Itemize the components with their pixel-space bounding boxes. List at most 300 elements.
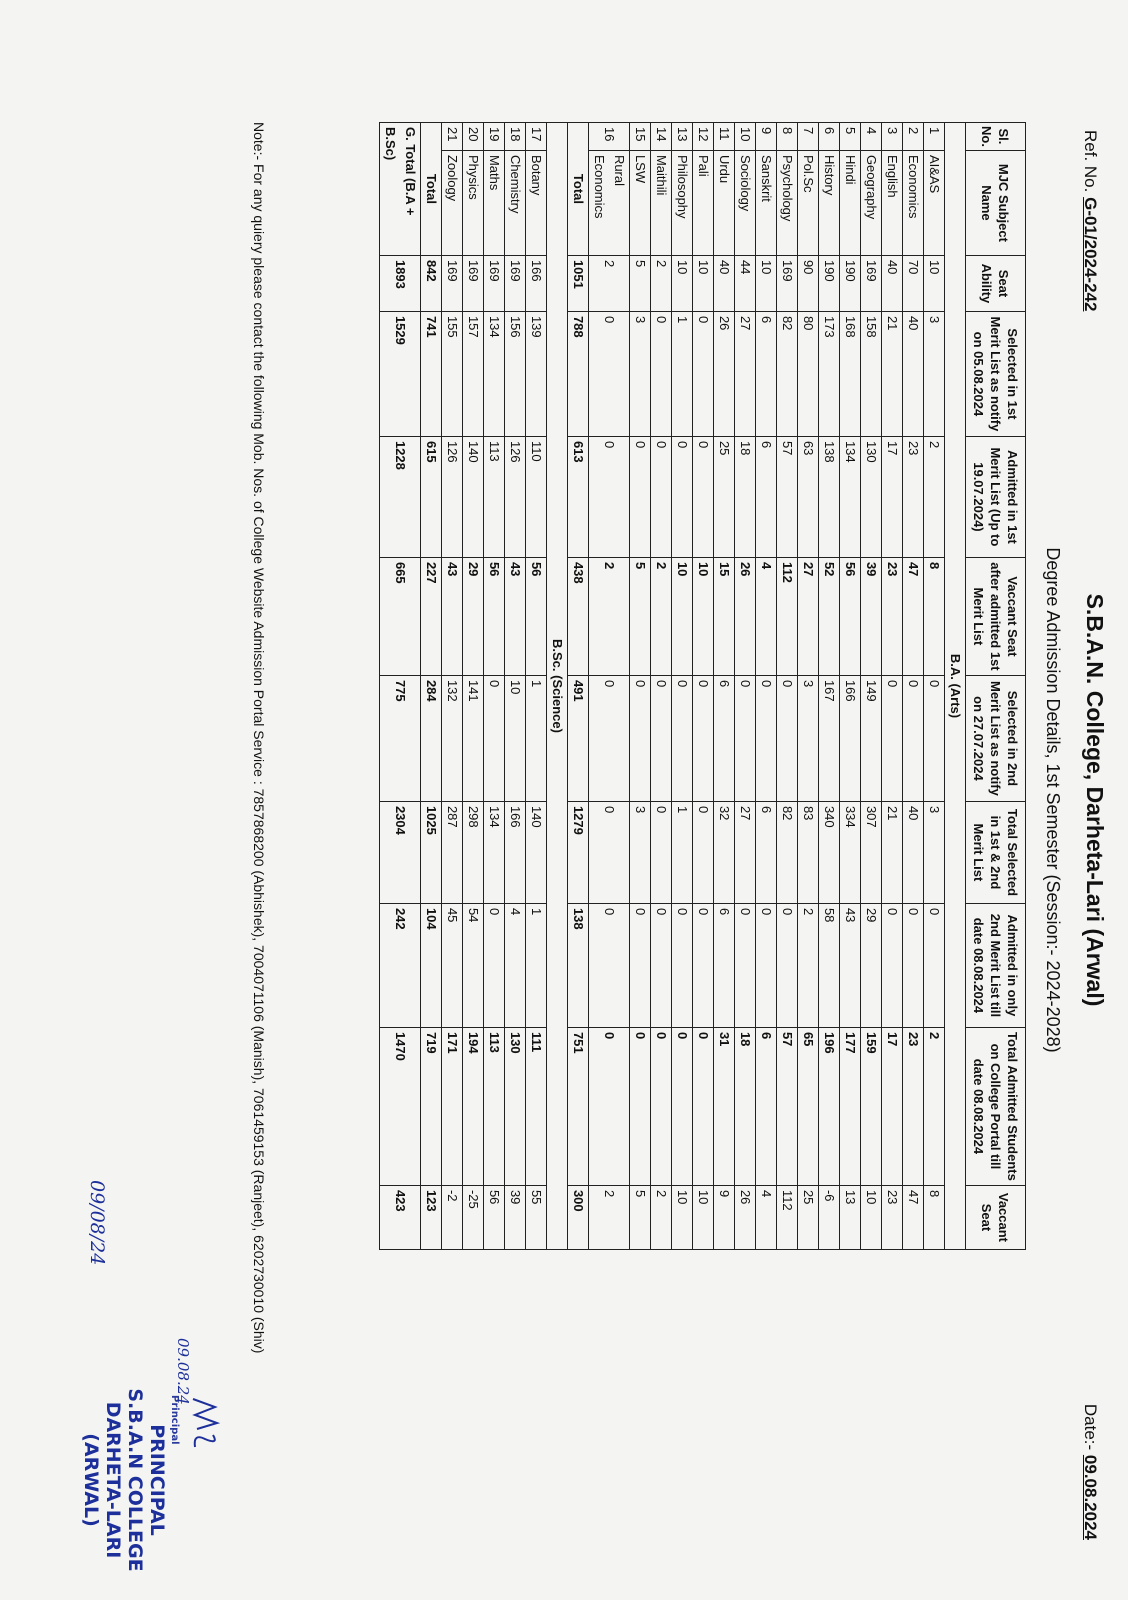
- total-label: Total: [568, 123, 589, 256]
- cell-adm2: 0: [903, 903, 924, 1027]
- cell-seat: 5: [630, 255, 651, 311]
- cell-subject: Pol.Sc: [798, 150, 819, 255]
- cell-adm1: 0: [693, 436, 714, 557]
- cell-subject: Zoology: [442, 150, 463, 255]
- cell-sel1: 168: [840, 311, 861, 436]
- total-sel1: 741: [421, 311, 442, 436]
- cell-sl: 14: [651, 123, 672, 151]
- cell-seat: 44: [735, 255, 756, 311]
- cell-sel2: 149: [861, 675, 882, 801]
- cell-adm2: 45: [442, 903, 463, 1027]
- cell-vac1: 39: [861, 557, 882, 675]
- cell-sel2: 0: [882, 675, 903, 801]
- cell-vacant: 39: [505, 1185, 526, 1249]
- cell-sl: 19: [484, 123, 505, 151]
- signature-date-2: 09/08/24: [86, 1180, 108, 1266]
- cell-tot_adm: 171: [442, 1027, 463, 1185]
- total-tot_adm: 719: [421, 1027, 442, 1185]
- cell-seat: 10: [924, 255, 945, 311]
- cell-tot_adm: 0: [651, 1027, 672, 1185]
- table-row: [756, 123, 777, 1250]
- cell-seat: 169: [777, 255, 798, 311]
- cell-vacant: 10: [693, 1185, 714, 1249]
- table-row: [442, 123, 463, 1250]
- cell-seat: 169: [442, 255, 463, 311]
- cell-seat: 169: [505, 255, 526, 311]
- cell-vacant: 2: [589, 1185, 630, 1249]
- cell-sel1: 82: [777, 311, 798, 436]
- cell-adm2: 0: [693, 903, 714, 1027]
- cell-tot_adm: 0: [630, 1027, 651, 1185]
- cell-adm2: 4: [505, 903, 526, 1027]
- table-row: [924, 123, 945, 1250]
- total-adm2: 242: [380, 903, 421, 1027]
- cell-sel2: 3: [798, 675, 819, 801]
- cell-tot_sel: 6: [756, 801, 777, 903]
- cell-adm1: 2: [924, 436, 945, 557]
- cell-vacant: 10: [672, 1185, 693, 1249]
- total-row: [568, 123, 589, 1250]
- total-vacant: 123: [421, 1185, 442, 1249]
- cell-tot_adm: 111: [526, 1027, 547, 1185]
- cell-tot_adm: 31: [714, 1027, 735, 1185]
- cell-vac1: 112: [777, 557, 798, 675]
- cell-sel2: 0: [735, 675, 756, 801]
- cell-tot_sel: 140: [526, 801, 547, 903]
- cell-tot_adm: 196: [819, 1027, 840, 1185]
- cell-seat: 10: [693, 255, 714, 311]
- cell-vacant: 47: [903, 1185, 924, 1249]
- stamp-line1: PRINCIPAL: [146, 1424, 168, 1536]
- cell-seat: 10: [672, 255, 693, 311]
- total-sel2: 284: [421, 675, 442, 801]
- cell-tot_sel: 0: [693, 801, 714, 903]
- cell-sl: 21: [442, 123, 463, 151]
- college-name: S.B.A.N. College, Darheta-Lari (Arwal): [1082, 593, 1108, 1007]
- date-label: Date:-: [1081, 1403, 1100, 1451]
- table-row: [651, 123, 672, 1250]
- cell-vacant: 10: [861, 1185, 882, 1249]
- cell-tot_sel: 0: [651, 801, 672, 903]
- cell-sel1: 157: [463, 311, 484, 436]
- section-label: B.A. (Arts): [945, 123, 966, 1250]
- total-adm2: 104: [421, 903, 442, 1027]
- cell-tot_sel: 166: [505, 801, 526, 903]
- cell-vacant: 5: [630, 1185, 651, 1249]
- cell-adm2: 6: [714, 903, 735, 1027]
- col-vac1: Vaccant Seat after admitted 1st Merit List: [966, 557, 1026, 675]
- cell-sl: 3: [882, 123, 903, 151]
- cell-adm2: 0: [589, 903, 630, 1027]
- cell-seat: 70: [903, 255, 924, 311]
- cell-subject: History: [819, 150, 840, 255]
- table-row: [882, 123, 903, 1250]
- grand-total-row: [380, 123, 421, 1250]
- cell-subject: Urdu: [714, 150, 735, 255]
- cell-sel1: 21: [882, 311, 903, 436]
- cell-adm1: 126: [505, 436, 526, 557]
- cell-vacant: 2: [651, 1185, 672, 1249]
- cell-seat: 169: [861, 255, 882, 311]
- total-seat: 1893: [380, 255, 421, 311]
- cell-adm2: 0: [924, 903, 945, 1027]
- cell-tot_sel: 307: [861, 801, 882, 903]
- cell-sel1: 80: [798, 311, 819, 436]
- cell-sel2: 166: [840, 675, 861, 801]
- stamp-principal-small: Principal: [169, 1395, 180, 1445]
- table-row: [505, 123, 526, 1250]
- cell-tot_adm: 0: [693, 1027, 714, 1185]
- cell-seat: 190: [819, 255, 840, 311]
- cell-sel2: 0: [651, 675, 672, 801]
- cell-vacant: -2: [442, 1185, 463, 1249]
- cell-vac1: 27: [798, 557, 819, 675]
- cell-vac1: 26: [735, 557, 756, 675]
- cell-subject: Physics: [463, 150, 484, 255]
- cell-adm2: 0: [484, 903, 505, 1027]
- cell-adm2: 0: [672, 903, 693, 1027]
- total-vac1: 227: [421, 557, 442, 675]
- cell-tot_adm: 194: [463, 1027, 484, 1185]
- cell-vac1: 56: [484, 557, 505, 675]
- principal-stamp: [80, 1360, 168, 1600]
- cell-sel1: 1: [672, 311, 693, 436]
- cell-seat: 166: [526, 255, 547, 311]
- table-row: [840, 123, 861, 1250]
- cell-sl: 20: [463, 123, 484, 151]
- cell-adm1: 23: [903, 436, 924, 557]
- cell-tot_sel: 334: [840, 801, 861, 903]
- col-adm2: Admitted in only 2nd Merit List till date 08.08.2024: [966, 903, 1026, 1027]
- cell-sel1: 134: [484, 311, 505, 436]
- cell-tot_sel: 287: [442, 801, 463, 903]
- cell-sel2: 0: [589, 675, 630, 801]
- cell-subject: Psychology: [777, 150, 798, 255]
- header-row: [966, 123, 1026, 1250]
- document-date: [1080, 1404, 1100, 1540]
- cell-tot_adm: 113: [484, 1027, 505, 1185]
- cell-vacant: 4: [756, 1185, 777, 1249]
- table-row: [714, 123, 735, 1250]
- ref-label: Ref. No.: [1081, 130, 1100, 193]
- section-label: B.Sc. (Science): [547, 123, 568, 1250]
- cell-sl: 17: [526, 123, 547, 151]
- total-tot_sel: 2304: [380, 801, 421, 903]
- cell-vac1: 4: [756, 557, 777, 675]
- cell-vacant: 8: [924, 1185, 945, 1249]
- cell-subject: Chemistry: [505, 150, 526, 255]
- cell-sel2: 0: [630, 675, 651, 801]
- total-vac1: 665: [380, 557, 421, 675]
- cell-sl: 13: [672, 123, 693, 151]
- cell-sl: 15: [630, 123, 651, 151]
- cell-vac1: 52: [819, 557, 840, 675]
- signature-date-1: 09.08.24: [174, 1338, 192, 1405]
- cell-vac1: 5: [630, 557, 651, 675]
- total-seat: 842: [421, 255, 442, 311]
- col-vacant: Vaccant Seat: [966, 1185, 1026, 1249]
- cell-vacant: 112: [777, 1185, 798, 1249]
- cell-tot_sel: 27: [735, 801, 756, 903]
- cell-sel2: 0: [924, 675, 945, 801]
- cell-adm1: 113: [484, 436, 505, 557]
- cell-sl: 9: [756, 123, 777, 151]
- cell-adm2: 0: [777, 903, 798, 1027]
- cell-adm1: 110: [526, 436, 547, 557]
- cell-sel2: 0: [756, 675, 777, 801]
- cell-tot_adm: 177: [840, 1027, 861, 1185]
- cell-vac1: 56: [840, 557, 861, 675]
- cell-sl: 12: [693, 123, 714, 151]
- cell-subject: Rural Economics: [589, 150, 630, 255]
- cell-vac1: 29: [463, 557, 484, 675]
- cell-seat: 40: [714, 255, 735, 311]
- cell-sel1: 27: [735, 311, 756, 436]
- cell-subject: English: [882, 150, 903, 255]
- cell-tot_sel: 82: [777, 801, 798, 903]
- cell-vac1: 2: [651, 557, 672, 675]
- cell-vacant: 9: [714, 1185, 735, 1249]
- cell-tot_adm: 159: [861, 1027, 882, 1185]
- cell-sl: 4: [861, 123, 882, 151]
- cell-vac1: 23: [882, 557, 903, 675]
- cell-subject: Hindi: [840, 150, 861, 255]
- cell-adm1: 6: [756, 436, 777, 557]
- table-row: [630, 123, 651, 1250]
- cell-sl: 16: [589, 123, 630, 151]
- cell-tot_sel: 0: [589, 801, 630, 903]
- cell-sel2: 0: [903, 675, 924, 801]
- cell-adm2: 0: [756, 903, 777, 1027]
- cell-vac1: 15: [714, 557, 735, 675]
- cell-sl: 7: [798, 123, 819, 151]
- cell-adm1: 63: [798, 436, 819, 557]
- cell-seat: 40: [882, 255, 903, 311]
- cell-adm2: 0: [882, 903, 903, 1027]
- col-tot-adm: Total Admitted Students on College Portal till date 08.08.2024: [966, 1027, 1026, 1185]
- cell-tot_adm: 2: [924, 1027, 945, 1185]
- cell-seat: 190: [840, 255, 861, 311]
- table-row: [798, 123, 819, 1250]
- table-row: [693, 123, 714, 1250]
- cell-sel2: 0: [777, 675, 798, 801]
- cell-sl: 5: [840, 123, 861, 151]
- cell-vacant: 26: [735, 1185, 756, 1249]
- cell-vacant: 13: [840, 1185, 861, 1249]
- cell-subject: Pali: [693, 150, 714, 255]
- cell-adm1: 0: [672, 436, 693, 557]
- col-sel1: Selected in 1st Merit List as notify on 05.08.2024: [966, 311, 1026, 436]
- cell-tot_adm: 0: [672, 1027, 693, 1185]
- cell-adm1: 140: [463, 436, 484, 557]
- cell-adm1: 17: [882, 436, 903, 557]
- cell-tot_sel: 1: [672, 801, 693, 903]
- total-row: [421, 123, 442, 1250]
- total-vacant: 300: [568, 1185, 589, 1249]
- table-row: [526, 123, 547, 1250]
- cell-sel2: 6: [714, 675, 735, 801]
- col-subject: MJC Subject Name: [966, 150, 1026, 255]
- cell-subject: Maithili: [651, 150, 672, 255]
- cell-subject: Philosophy: [672, 150, 693, 255]
- total-sel2: 491: [568, 675, 589, 801]
- total-label: Total: [421, 123, 442, 256]
- col-seat: Seat Ability: [966, 255, 1026, 311]
- cell-seat: 10: [756, 255, 777, 311]
- total-adm1: 613: [568, 436, 589, 557]
- cell-sel1: 139: [526, 311, 547, 436]
- cell-sel1: 26: [714, 311, 735, 436]
- table-row: [484, 123, 505, 1250]
- cell-adm1: 0: [589, 436, 630, 557]
- cell-subject: Sociology: [735, 150, 756, 255]
- cell-sel1: 3: [924, 311, 945, 436]
- cell-adm1: 130: [861, 436, 882, 557]
- cell-adm2: 0: [630, 903, 651, 1027]
- cell-sl: 2: [903, 123, 924, 151]
- cell-tot_sel: 3: [630, 801, 651, 903]
- cell-sel2: 0: [693, 675, 714, 801]
- total-sel1: 788: [568, 311, 589, 436]
- cell-sel1: 0: [693, 311, 714, 436]
- table-row: [819, 123, 840, 1250]
- stamp-line3: DARHETA-LARI (ARWAL): [80, 1401, 124, 1559]
- cell-tot_sel: 40: [903, 801, 924, 903]
- cell-vacant: -6: [819, 1185, 840, 1249]
- cell-subject: Sanskrit: [756, 150, 777, 255]
- cell-vacant: 25: [798, 1185, 819, 1249]
- cell-adm2: 2: [798, 903, 819, 1027]
- cell-sel1: 158: [861, 311, 882, 436]
- cell-adm1: 0: [651, 436, 672, 557]
- cell-vac1: 8: [924, 557, 945, 675]
- cell-sel2: 0: [672, 675, 693, 801]
- table-row: [735, 123, 756, 1250]
- cell-seat: 169: [484, 255, 505, 311]
- col-sl: Sl. No.: [966, 123, 1026, 151]
- cell-vac1: 10: [693, 557, 714, 675]
- cell-tot_sel: 134: [484, 801, 505, 903]
- cell-adm2: 1: [526, 903, 547, 1027]
- cell-subject: AI&AS: [924, 150, 945, 255]
- cell-vac1: 43: [505, 557, 526, 675]
- cell-sel2: 141: [463, 675, 484, 801]
- cell-sel1: 173: [819, 311, 840, 436]
- cell-sel1: 155: [442, 311, 463, 436]
- cell-adm2: 29: [861, 903, 882, 1027]
- total-adm1: 1228: [380, 436, 421, 557]
- cell-tot_adm: 17: [882, 1027, 903, 1185]
- total-adm1: 615: [421, 436, 442, 557]
- total-adm2: 138: [568, 903, 589, 1027]
- section-header: [547, 123, 568, 1250]
- cell-vacant: -25: [463, 1185, 484, 1249]
- cell-sl: 6: [819, 123, 840, 151]
- cell-tot_adm: 18: [735, 1027, 756, 1185]
- cell-vacant: 23: [882, 1185, 903, 1249]
- cell-sel1: 0: [589, 311, 630, 436]
- total-tot_sel: 1279: [568, 801, 589, 903]
- cell-tot_adm: 23: [903, 1027, 924, 1185]
- cell-sl: 11: [714, 123, 735, 151]
- total-tot_adm: 751: [568, 1027, 589, 1185]
- total-vacant: 423: [380, 1185, 421, 1249]
- table-row: [777, 123, 798, 1250]
- cell-tot_sel: 298: [463, 801, 484, 903]
- table-row: [861, 123, 882, 1250]
- cell-adm1: 57: [777, 436, 798, 557]
- document-title: Degree Admission Details, 1st Semester (Session:- 2024-2028): [1043, 547, 1063, 1053]
- total-seat: 1051: [568, 255, 589, 311]
- cell-vac1: 43: [442, 557, 463, 675]
- total-tot_adm: 1470: [380, 1027, 421, 1185]
- cell-subject: Botany: [526, 150, 547, 255]
- cell-adm1: 0: [630, 436, 651, 557]
- cell-adm1: 138: [819, 436, 840, 557]
- cell-tot_adm: 65: [798, 1027, 819, 1185]
- date-value: 09.08.2024: [1081, 1454, 1100, 1540]
- cell-seat: 169: [463, 255, 484, 311]
- total-sel2: 775: [380, 675, 421, 801]
- cell-adm1: 134: [840, 436, 861, 557]
- section-header: [945, 123, 966, 1250]
- table-row: [589, 123, 630, 1250]
- total-label: G. Total (B.A + B.Sc): [380, 123, 421, 256]
- cell-sel1: 156: [505, 311, 526, 436]
- cell-sel2: 10: [505, 675, 526, 801]
- cell-sel1: 40: [903, 311, 924, 436]
- table-row: [672, 123, 693, 1250]
- cell-tot_sel: 340: [819, 801, 840, 903]
- col-tot-sel: Total Selected in 1st & 2nd Merit List: [966, 801, 1026, 903]
- cell-sel2: 0: [484, 675, 505, 801]
- cell-subject: Maths: [484, 150, 505, 255]
- ref-value: G-01/2024-242: [1081, 197, 1100, 312]
- cell-tot_sel: 3: [924, 801, 945, 903]
- cell-adm1: 126: [442, 436, 463, 557]
- cell-tot_adm: 6: [756, 1027, 777, 1185]
- cell-sl: 18: [505, 123, 526, 151]
- cell-seat: 2: [651, 255, 672, 311]
- table-row: [903, 123, 924, 1250]
- cell-seat: 90: [798, 255, 819, 311]
- cell-adm2: 54: [463, 903, 484, 1027]
- cell-sel1: 6: [756, 311, 777, 436]
- total-sel1: 1529: [380, 311, 421, 436]
- cell-adm2: 58: [819, 903, 840, 1027]
- cell-vac1: 10: [672, 557, 693, 675]
- cell-adm1: 25: [714, 436, 735, 557]
- cell-adm1: 18: [735, 436, 756, 557]
- cell-sel2: 1: [526, 675, 547, 801]
- cell-tot_sel: 32: [714, 801, 735, 903]
- cell-sel1: 0: [651, 311, 672, 436]
- cell-sel2: 132: [442, 675, 463, 801]
- cell-tot_adm: 0: [589, 1027, 630, 1185]
- stamp-line2: S.B.A.N COLLEGE: [124, 1388, 146, 1572]
- col-adm1: Admitted in 1st Merit List (Up to 19.07.2024): [966, 436, 1026, 557]
- total-tot_sel: 1025: [421, 801, 442, 903]
- cell-adm2: 43: [840, 903, 861, 1027]
- cell-adm2: 0: [735, 903, 756, 1027]
- cell-sel1: 3: [630, 311, 651, 436]
- cell-adm2: 0: [651, 903, 672, 1027]
- cell-subject: LSW: [630, 150, 651, 255]
- cell-vac1: 56: [526, 557, 547, 675]
- cell-sl: 1: [924, 123, 945, 151]
- cell-subject: Economics: [903, 150, 924, 255]
- cell-sl: 8: [777, 123, 798, 151]
